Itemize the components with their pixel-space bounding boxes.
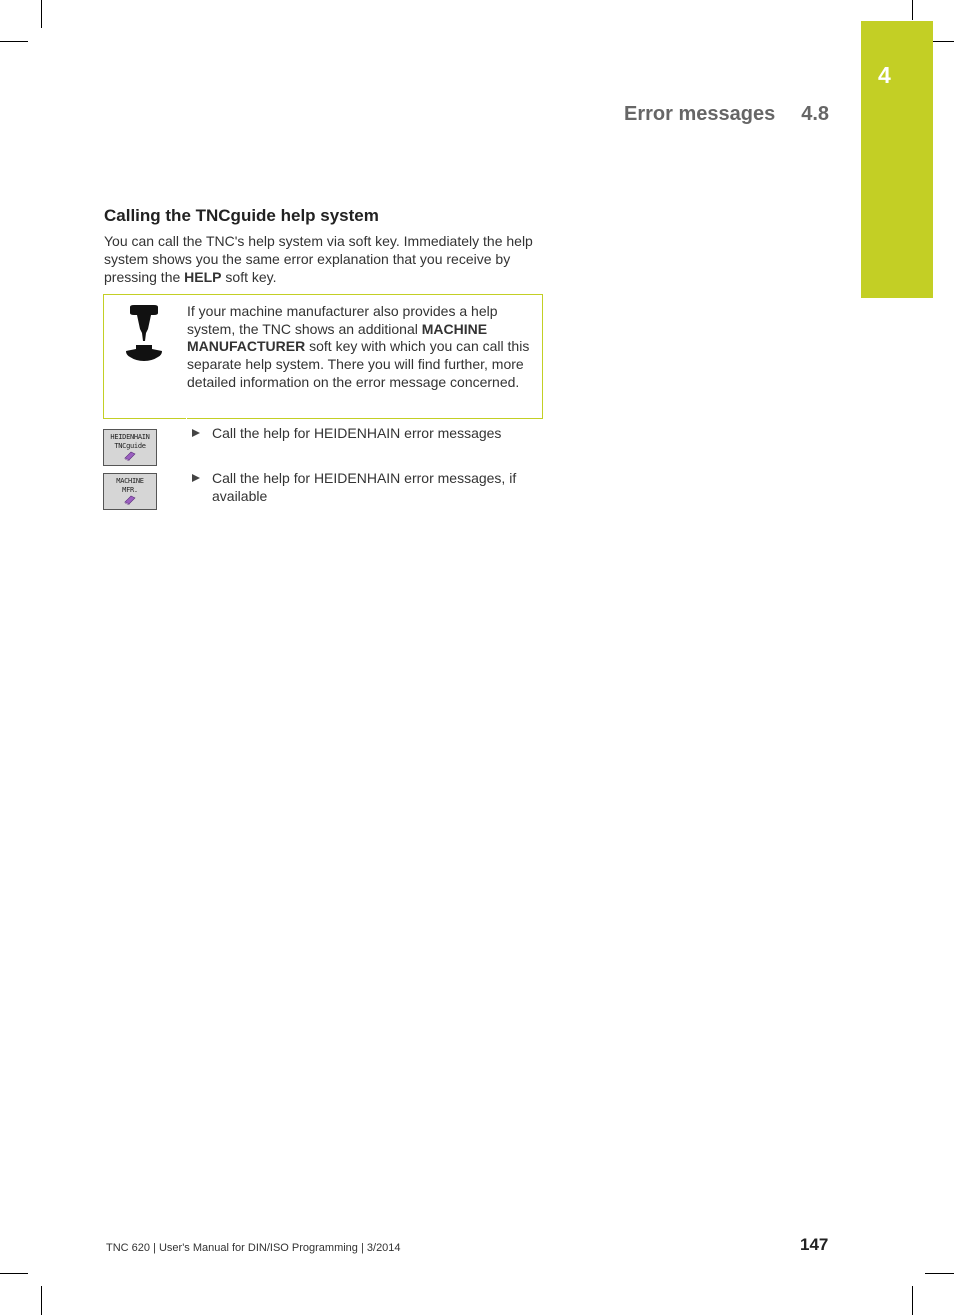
note-text-part1: If your machine manufacturer also provides a help system, the TNC shows an additional bbox=[187, 303, 498, 337]
step-text: Call the help for HEIDENHAIN error messages bbox=[212, 425, 502, 441]
crop-mark-top-right-h bbox=[933, 41, 954, 42]
chapter-tab bbox=[861, 21, 933, 298]
section-title: Calling the TNCguide help system bbox=[104, 206, 379, 225]
machine-mfr-softkey[interactable] bbox=[103, 473, 157, 510]
step-arrow-icon bbox=[192, 474, 200, 482]
softkey-label-line2: MFR. bbox=[122, 486, 138, 494]
step-heidenhain-help bbox=[192, 425, 537, 443]
intro-text: You can call the TNC's help system via soft key. Immediately the help system shows you the same error explanation that you receive by pressing the bbox=[104, 233, 533, 285]
softkey-label-line1: MACHINE bbox=[116, 477, 144, 485]
section-number: 4.8 bbox=[801, 103, 830, 125]
chapter-number: 4 bbox=[878, 62, 891, 88]
intro-text-end: soft key. bbox=[221, 269, 277, 285]
crop-mark-bottom-left-v bbox=[41, 1286, 42, 1315]
book-icon bbox=[124, 451, 136, 461]
crop-mark-bottom-left-h bbox=[0, 1273, 28, 1274]
page-number: 147 bbox=[800, 1235, 829, 1254]
step-text: Call the help for HEIDENHAIN error messages, if available bbox=[212, 470, 517, 504]
step-machine-mfr-help bbox=[192, 470, 537, 505]
note-box bbox=[103, 294, 543, 419]
help-key-label: HELP bbox=[184, 269, 222, 285]
machine-manufacturer-key-label: MACHINE MANUFACTURER bbox=[187, 320, 488, 355]
running-head bbox=[624, 103, 829, 126]
running-title: Error messages bbox=[624, 103, 776, 125]
crop-mark-bottom-right-h bbox=[925, 1273, 954, 1274]
crop-mark-bottom-right-v bbox=[912, 1286, 913, 1315]
crop-mark-top-left-h bbox=[0, 41, 28, 42]
softkey-label-line2: TNCguide bbox=[114, 442, 146, 450]
intro-paragraph bbox=[104, 232, 549, 286]
crop-mark-top-left-v bbox=[41, 0, 42, 28]
heidenhain-tncguide-softkey[interactable] bbox=[103, 429, 157, 466]
note-text-part2: soft key with which you can call this separate help system. There you will find further, more detailed information on the error message concerned. bbox=[187, 338, 530, 390]
machine-tool-note-icon bbox=[124, 305, 164, 361]
step-arrow-icon bbox=[192, 429, 200, 437]
footer-text: TNC 620 | User's Manual for DIN/ISO Programming | 3/2014 bbox=[106, 1242, 401, 1254]
crop-mark-top-right-v bbox=[912, 0, 913, 20]
note-text bbox=[187, 303, 537, 392]
softkey-label-line1: HEIDENHAIN bbox=[110, 433, 150, 441]
book-icon bbox=[124, 495, 136, 505]
